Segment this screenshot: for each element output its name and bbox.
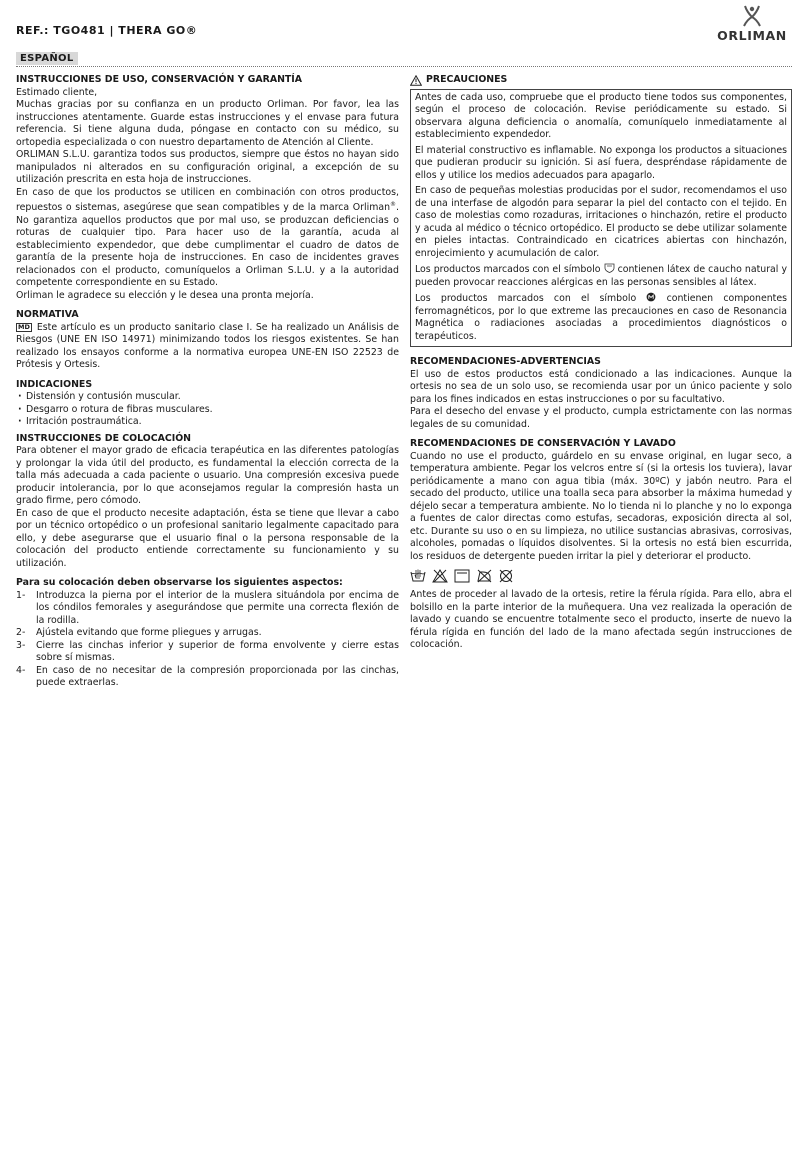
- colocacion-section: [16, 433, 399, 690]
- precaution-paragraph: En caso de pequeñas molestias producidas por el sudor, recomendamos el uso de una interfase de algodón para separar la piel del contacto con el tejido. En caso de molestias como rozaduras, irritaciones o hinchazón, retire el producto y acuda al médico o técnico ortopédico. El producto se debe utilizar solamente en pieles intactas. Contraindicado en cicatrices abiertas con hinchazón, enrojecimiento y acumulación de calor.: [415, 185, 787, 259]
- precauciones-section: [410, 74, 792, 347]
- colocacion-title: INSTRUCCIONES DE COLOCACIÓN: [16, 432, 192, 444]
- recomendaciones-paragraph-2: Para el desecho del envase y el producto, cumpla estrictamente con las normas legales de su comunidad.: [410, 406, 792, 430]
- colocacion-paragraph-2: En caso de que el producto necesite adaptación, ésta se tiene que llevar a cabo por un técnico ortopédico o un profesional sanitario legalmente capacitado para ello, y debe asegurarse que el usuario final o la persona responsable de la colocación del producto entiende correctamente su funcionamiento y su utilización.: [16, 507, 399, 569]
- step-item: [16, 627, 399, 640]
- hand-wash-icon: [410, 569, 426, 583]
- recomendaciones-paragraph-1: El uso de estos productos está condicionado a las indicaciones. Aunque la ortesis no sea de un solo uso, se recomienda usar por un único paciente y solo para los fines indicados en estas instrucciones o por su facultativo.: [410, 368, 792, 405]
- compatibility-text: En caso de que los productos se utilicen en combinación con otros productos, repuestos o sistemas, asegúrese que sean compatibles y de la marca Orliman: [16, 186, 399, 214]
- intro-section: [16, 74, 399, 302]
- header: [16, 22, 792, 52]
- intro-title: INSTRUCCIONES DE USO, CONSERVACIÓN Y GARANTÍA: [16, 74, 303, 85]
- no-iron-icon: [476, 569, 492, 583]
- conservacion-section: [410, 438, 792, 652]
- ferromagnetic-paragraph: [415, 292, 787, 343]
- step-number: 2-: [16, 627, 26, 639]
- step-item: [16, 665, 399, 690]
- list-item: · Irritación postraumática.: [16, 416, 399, 429]
- logo-text: ORLIMAN: [717, 28, 787, 43]
- conservacion-title: RECOMENDACIONES DE CONSERVACIÓN Y LAVADO: [410, 438, 676, 449]
- orliman-emblem-icon: [741, 4, 763, 28]
- language-bar: [16, 52, 792, 67]
- step-item: [16, 640, 399, 665]
- precauciones-heading: [410, 74, 792, 87]
- no-dry-clean-icon: [498, 569, 514, 583]
- indicaciones-title: INDICACIONES: [16, 378, 93, 390]
- care-symbols: [410, 569, 792, 583]
- compatibility-text-cont: . No garantiza aquellos productos que por mal uso, se produzcan deficiencias o roturas de cualquier tipo. Para hacer uso de la garantía, acuda al establecimiento expendedor, que debe cumplimentar el cuadro de datos de garantía de la presente hoja de instrucciones. En caso de incidentes graves relacionados con el producto, comuníquelos a Orliman S.L.U. y a la autoridad competente correspondiente en su Estado.: [16, 202, 399, 289]
- normativa-text: Este artículo es un producto sanitario clase I. Se ha realizado un Análisis de Riesgos (UNE EN ISO 14971) minimizando todos los riesgos existentes. Se han realizado los ensayos conforme a la normativa europea UNE-EN ISO 22523 de Prótesis y Ortesis.: [16, 321, 399, 371]
- precauciones-box: [410, 89, 792, 348]
- indicaciones-section: [16, 379, 399, 429]
- normativa-paragraph: [16, 322, 399, 372]
- thanks-paragraph: Orliman le agradece su elección y le desea una pronta mejoría.: [16, 289, 314, 301]
- list-item: · Desgarro o rotura de fibras musculares.: [16, 404, 399, 417]
- list-item: · Distensión y contusión muscular.: [16, 391, 399, 404]
- recomendaciones-section: [410, 356, 792, 431]
- precaution-paragraph: Antes de cada uso, compruebe que el producto tiene todos sus componentes, según el proceso de colocación. Revise periódicamente su estado. Si observara alguna deficiencia o anomalía, comuníquelo inmediatamente al establecimiento expendedor.: [415, 91, 787, 140]
- steps-title: Para su colocación deben observarse los siguientes aspectos:: [16, 577, 343, 589]
- no-bleach-icon: [432, 569, 448, 583]
- latex-text: Los productos marcados con el símbolo: [415, 264, 601, 275]
- right-column: [410, 74, 792, 652]
- step-text: Ajústela evitando que forme pliegues y arrugas.: [36, 627, 262, 639]
- left-column: [16, 74, 399, 690]
- recomendaciones-title: RECOMENDACIONES-ADVERTENCIAS: [410, 356, 601, 367]
- step-text: Cierre las cinchas inferior y superior de forma envolvente y cierre estas sobre sí mismas.: [36, 639, 399, 664]
- step-number: 4-: [16, 664, 26, 676]
- precauciones-title: PRECAUCIONES: [426, 74, 508, 85]
- greeting: Estimado cliente,: [16, 86, 98, 98]
- registered-mark: ®: [390, 201, 397, 208]
- steps-list: [16, 590, 399, 690]
- step-text: En caso de no necesitar de la compresión proporcionada por las cinchas, puede extraerlas.: [36, 664, 399, 689]
- orliman-logo: [712, 4, 792, 48]
- step-number: 1-: [16, 589, 26, 601]
- ferromagnetic-text: Los productos marcados con el símbolo: [415, 293, 637, 304]
- indications-list: [16, 391, 399, 429]
- language-label: ESPAÑOL: [16, 52, 78, 65]
- intro-paragraph: Muchas gracias por su confianza en un producto Orliman. Por favor, lea las instrucciones atentamente. Guarde estas instrucciones y el envase para futura referencia. Si tiene alguna duda, póngase en contacto con su médico, su ortopedia especializada o con nuestro departamento de Atención al Cliente.: [16, 99, 399, 148]
- normativa-title: NORMATIVA: [16, 309, 79, 321]
- magnetic-symbol-icon: [646, 292, 656, 302]
- ferromagnetic-text-cont: contienen componentes ferromagnéticos, por lo que extreme las precauciones en caso de Resonancia Magnética o radiaciones asociadas a procedimientos diagnósticos o terapéuticos.: [415, 293, 788, 342]
- warranty-paragraph: ORLIMAN S.L.U. garantiza todos sus productos, siempre que éstos no hayan sido manipulados ni alterados en su configuración original, a excepción de su utilización prescrita en esta hoja de instrucciones.: [16, 149, 399, 185]
- latex-text-cont: contienen látex de caucho natural y pueden provocar reacciones alérgicas en las personas sensibles al látex.: [415, 264, 788, 288]
- no-tumble-dry-icon: [454, 569, 470, 583]
- conservacion-paragraph-1: Cuando no use el producto, guárdelo en su envase original, en lugar seco, a temperatura ambiente. Pegar los velcros entre sí (si la ortesis los tuviera), lavar periódicamente a mano con agua tibia (máx. 30ºC) y jabón neutro. Para el secado del producto, utilice una toalla seca para absorber la máxima humedad y déjelo secar a temperatura ambiente. No lo tienda ni lo planche y no lo exponga a fuentes de calor directas como estufas, secadoras, exposición directa al sol, etc. Durante su uso o en su limpieza, no utilice sustancias abrasivas, corrosivas, alcoholes, pomadas o líquidos disolventes. Si la ortesis no está bien escurrida, los residuos de detergente pueden irritar la piel y deteriorar el producto.: [410, 450, 792, 562]
- latex-paragraph: [415, 263, 787, 289]
- step-item: [16, 590, 399, 628]
- step-text: Introduzca la pierna por el interior de la muslera situándola por encima de los cóndilos femorales y asegurándose que permite una correcta flexión de la rodilla.: [36, 589, 399, 626]
- step-number: 3-: [16, 639, 26, 651]
- product-reference: REF.: TGO481 | THERA GO®: [16, 24, 198, 37]
- normativa-section: [16, 309, 399, 372]
- latex-symbol-icon: [604, 263, 615, 273]
- colocacion-paragraph-1: Para obtener el mayor grado de eficacia terapéutica en las diferentes patologías y prolongar la vida útil del producto, es fundamental la elección correcta de la talla más adecuada a cada paciente o usuario. Una compresión excesiva puede producir intolerancia, por lo que aconsejamos regular la compresión hasta un grado firme, pero cómodo.: [16, 445, 399, 507]
- warning-icon: [410, 75, 422, 86]
- medical-device-badge: MD: [18, 322, 30, 331]
- compatibility-paragraph: [16, 187, 399, 290]
- precaution-paragraph: El material constructivo es inflamable. No exponga los productos a situaciones que pudieran producir su ignición. Si así fuera, despréndase rápidamente de ellos y utilice los medios adecuados para apagarlo.: [415, 144, 787, 181]
- conservacion-paragraph-2: Antes de proceder al lavado de la ortesis, retire la férula rígida. Para ello, abra el bolsillo en la parte interior de la muñequera. Una vez realizada la operación de lavado y cuando se encuentre totalmente seco el producto, inserte de nuevo la férula rígida en función del lado de la mano afectada según instrucciones de colocación.: [410, 589, 792, 650]
